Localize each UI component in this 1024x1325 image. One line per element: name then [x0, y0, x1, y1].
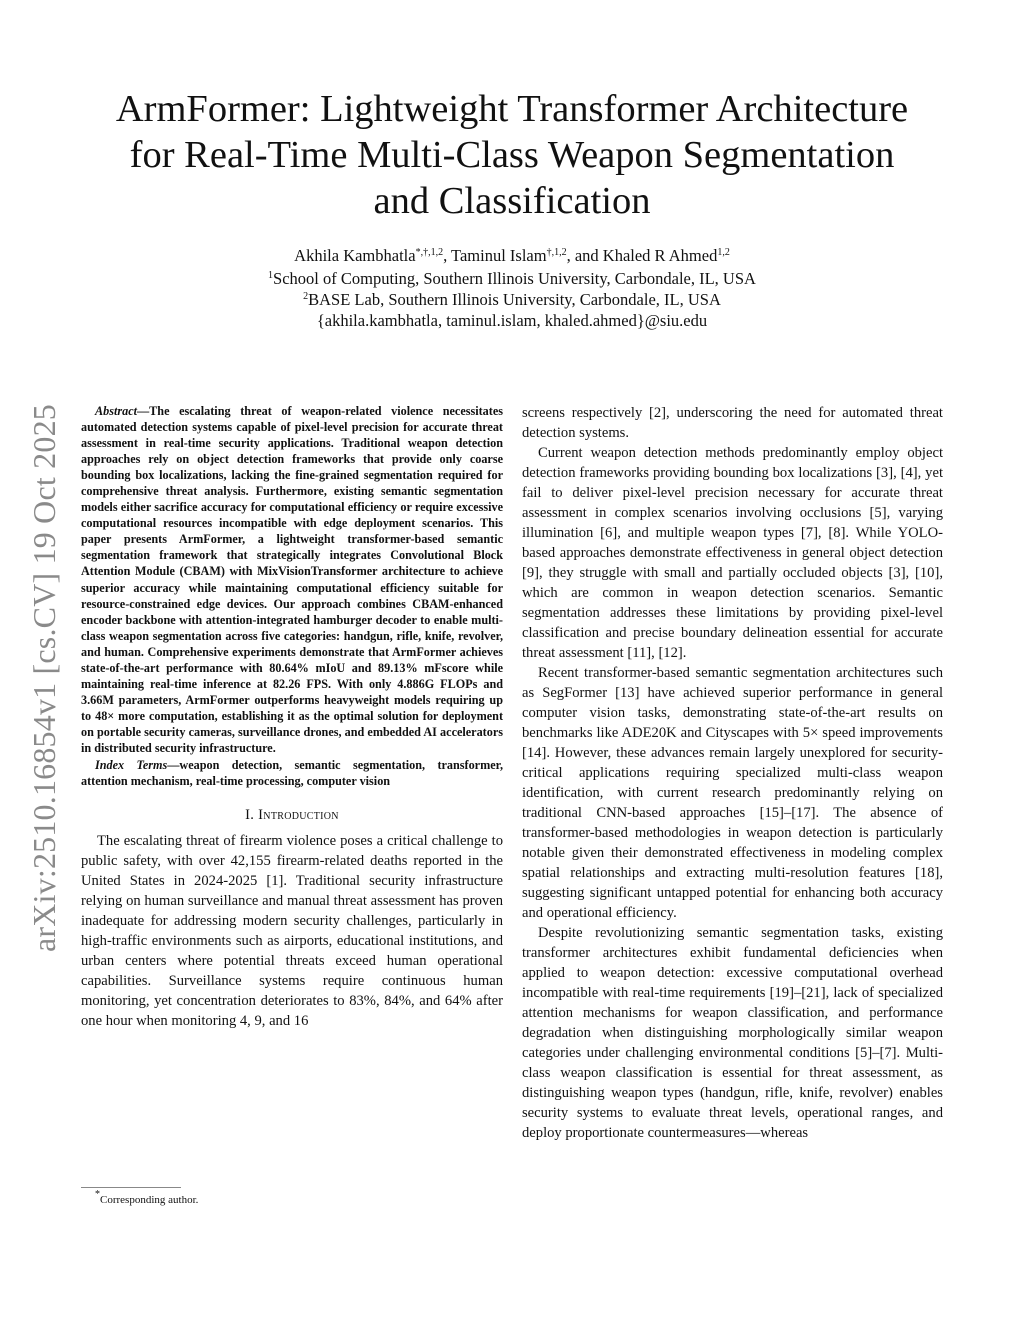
index-terms-label: Index Terms: [95, 758, 168, 773]
body-paragraph: Recent transformer-based semantic segmentation architectures such as SegFormer [13] have achieved superior performance in general computer vision tasks, demonstrating state-of-the-art results on benchmarks like ADE20K and Cityscapes with 5× speed improvements [14]. However, these advances remain largely unexplored for security-critical applications requiring specialized multi-class weapon identification, with current research predominantly relying on traditional CNN-based approaches [15]–[17]. The absence of transformer-based methodologies in weapon detection is particularly notable given their demonstrated effectiveness in modeling complex spatial relationships and extracting multi-resolution features [18], suggesting significant untapped potential for enhancing both accuracy and operational efficiency.: [522, 665, 943, 921]
arxiv-identifier: arXiv:2510.16854v1 [cs.CV] 19 Oct 2025: [26, 404, 62, 952]
author-name: , Taminul Islam: [443, 246, 547, 265]
right-column: [522, 403, 943, 1143]
affiliation-2: [112, 289, 912, 310]
author-list: [112, 245, 912, 266]
body-paragraph: Current weapon detection methods predominantly employ object detection frameworks providing bounding box localizations [3], [4], yet fail to deliver pixel-level precision necessary for accurate threat assessment in complex scenarios involving occlusions [5], varying illumination [6], and multiple weapon types [7], [8]. While YOLO-based approaches demonstrate effectiveness in general object detection [9], they struggle with small and partially occluded objects [3], [10], which are common in weapon detection scenarios. Semantic segmentation addresses these limitations by providing pixel-level classification and precise boundary delineation essential for accurate threat assessment [11], [12].: [522, 445, 943, 661]
author-emails: {akhila.kambhatla, taminul.islam, khaled.ahmed}@siu.edu: [316, 311, 708, 330]
left-column: [81, 403, 503, 1031]
index-terms: [81, 757, 503, 789]
author-affiliation-mark: *,†,1,2: [415, 247, 444, 258]
author-affiliation-mark: †,1,2: [546, 247, 567, 258]
body-paragraph: screens respectively [2], underscoring the need for automated threat detection systems.: [522, 405, 943, 441]
author-name: Akhila Kambhatla: [294, 246, 416, 265]
section-heading-introduction: [81, 805, 503, 825]
paper-title: [80, 86, 944, 224]
footnote-mark: *: [95, 1189, 100, 1200]
affiliation-text: BASE Lab, Southern Illinois University, Carbondale, IL, USA: [308, 290, 721, 309]
author-affiliation-mark: 1,2: [717, 247, 730, 258]
affiliation-mark: 1: [268, 270, 274, 281]
footnote-text: Corresponding author.: [100, 1194, 199, 1206]
body-paragraph: Despite revolutionizing semantic segmentation tasks, existing transformer architectures exhibit fundamental deficiencies when applied to weapon detection: excessive computational overhead incompatible with real-time requirements [19]–[21], lack of specialized attention mechanisms for weapon classification, and performance degradation when distinguishing morphologically similar weapon categories under challenging environmental conditions [5]–[7]. Multi-class weapon classification is essential for threat assessment, as distinguishing weapon types (handgun, rifle, knife, revolver) enables security systems to evaluate threat levels, operational ranges, and deploy proportionate countermeasures—whereas: [522, 925, 943, 1141]
footnote: [81, 1182, 503, 1207]
index-terms-text: —weapon detection, semantic segmentation, transformer, attention mechanism, real-time processing, computer vision: [81, 758, 503, 789]
abstract: [81, 403, 503, 789]
abstract-label: Abstract: [95, 404, 137, 418]
affiliation-1: [112, 268, 912, 289]
title-line-3: and Classification: [373, 180, 651, 222]
intro-paragraph: The escalating threat of firearm violence poses a critical challenge to public safety, with over 42,155 firearm-related deaths reported in the United States in 2024-2025 [1]. Traditional security infrastructure relying on human surveillance and manual threat assessment has proven inadequate for addressing modern security challenges, particularly in high-traffic environments such as airports, educational institutions, and urban centers where potential threats exceed human operational capabilities. Surveillance systems require continuous human monitoring, yet concentration deteriorates to 83%, 84%, and 64% after one hour when monitoring 4, 9, and 16: [81, 833, 503, 1030]
author-block: [112, 245, 912, 331]
section-title: Introduction: [258, 807, 339, 824]
footnote-rule: [81, 1187, 181, 1188]
affiliation-text: School of Computing, Southern Illinois University, Carbondale, IL, USA: [273, 269, 756, 288]
abstract-text: —The escalating threat of weapon-related violence necessitates automated detection systems capable of pixel-level precision for accurate threat assessment in real-time security applications. Traditional weapon detection approaches rely on object detection frameworks that provide only coarse bounding box localizations, lacking the fine-grained segmentation required for comprehensive threat analysis. Furthermore, existing semantic segmentation models either sacrifice accuracy for computational efficiency or require excessive computational resources incompatible with edge deployment scenarios. This paper presents ArmFormer, a lightweight transformer-based semantic segmentation framework that strategically integrates Convolutional Block Attention Module (CBAM) with MixVisionTransformer architecture to achieve superior accuracy while maintaining computational efficiency suitable for resource-constrained edge devices. Our approach combines CBAM-enhanced encoder backbone with attention-integrated hamburger decoder to enable multi-class weapon segmentation across five categories: handgun, rifle, knife, revolver, and human. Comprehensive experiments demonstrate that ArmFormer achieves state-of-the-art performance with 80.64% mIoU and 89.13% mFscore while maintaining real-time inference at 82.26 FPS. With only 4.886G FLOPs and 3.66M parameters, ArmFormer outperforms heavyweight models requiring up to 48× more computation, establishing it as the optimal solution for deployment on portable security cameras, surveillance drones, and embedded AI accelerators in distributed security infrastructure.: [81, 404, 503, 755]
title-line-2: for Real-Time Multi-Class Weapon Segmentation: [129, 134, 895, 176]
title-line-1: ArmFormer: Lightweight Transformer Architecture: [115, 88, 909, 130]
author-name: , and Khaled R Ahmed: [566, 246, 718, 265]
section-number: I.: [245, 807, 255, 824]
affiliation-mark: 2: [303, 291, 309, 302]
